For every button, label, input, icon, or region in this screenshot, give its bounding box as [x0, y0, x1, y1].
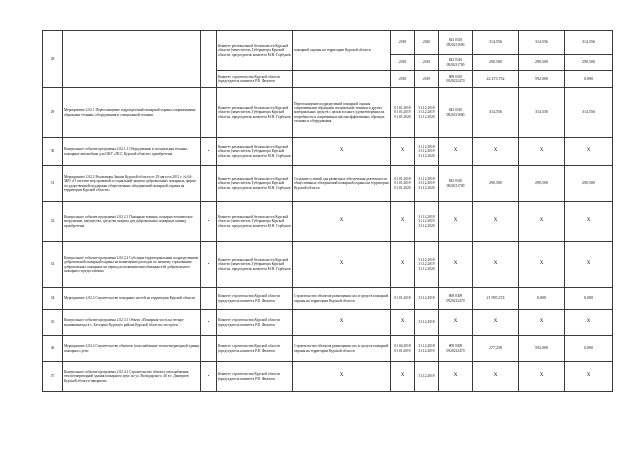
sum-year-1: X — [473, 310, 519, 336]
expected-result: Строительство объектов размещения сил и средств пожарной охраны на территории Курской области — [293, 336, 391, 362]
sum-year-2: X — [519, 362, 565, 392]
activity-name: Мероприятие 2.02.4 Строительство объектов (газоснабжение теплогенераторной здания пожарного депо — [63, 336, 201, 362]
sum-year-3: 0,000 — [565, 71, 613, 88]
expected-result: X — [293, 138, 391, 166]
expected-result: X — [293, 310, 391, 336]
start-date: X — [391, 202, 415, 242]
budget-code: 843 0310 0920211700 — [439, 55, 473, 71]
start-date: X — [391, 310, 415, 336]
end-date: 2019 — [415, 55, 439, 71]
row-number: 31 — [43, 166, 63, 202]
start-date: X — [391, 138, 415, 166]
control-mark — [201, 336, 217, 362]
start-date: 01.01.2018 01.01.2019 01.01.2020 — [391, 88, 415, 138]
activity-name: Контрольное событие программы 2.02.1.1 Оборудование и специальная техника, пожарные автомобили для ОКУ «ПСС Курской области» приобретены — [63, 138, 201, 166]
control-mark: • — [201, 202, 217, 242]
budget-code: X — [439, 242, 473, 288]
executor-cell: Комитет региональной безопасности Курской области (заместитель Губернатора Курской области, председатель комитета М.Н. Горбунов — [217, 31, 293, 71]
budget-code: X — [439, 362, 473, 392]
table-row — [43, 202, 613, 242]
start-date: X — [391, 362, 415, 392]
sum-year-3: 290,500 — [565, 166, 613, 202]
start-date: 2018 — [391, 71, 415, 88]
expected-result: X — [293, 362, 391, 392]
activity-name: Мероприятие 2.02.2 Реализация Закона Курской области от 29 августа 2011 г. № 64-ЗКО «О системе мер правовой и социальной защиты добровольных пожарных, форме государственной поддержки общественных объединений пожарной охраны на территории Курской области» — [63, 166, 201, 202]
sum-year-1: X — [473, 242, 519, 288]
end-date: 31.12.2018 31.12.2019 31.12.2020 — [415, 138, 439, 166]
sum-year-1: X — [473, 138, 519, 166]
table-row — [43, 166, 613, 202]
row-number: 32 — [43, 202, 63, 242]
sum-year-1: 21 995,374 — [473, 288, 519, 310]
start-date: 01.04.2018 01.01.2019 — [391, 336, 415, 362]
sum-year-2: 314,556 — [519, 88, 565, 138]
activity-name: Контрольное событие программы 2.02.2.1 Пожарная техника, пожарно-техническое вооружение, имущество, средства защиты для добровольных пожарных команд приобретены — [63, 202, 201, 242]
sum-year-1: 277,258 — [473, 336, 519, 362]
budget-code: X — [439, 138, 473, 166]
budget-code: 843 0310 0920211690 — [439, 88, 473, 138]
sum-year-2: 290,500 — [519, 166, 565, 202]
executor-cell: Комитет региональной безопасности Курской области (заместитель Губернатора Курской области, председатель комитета М.Н. Горбунов — [217, 166, 293, 202]
sum-year-2: X — [519, 310, 565, 336]
expected-result: X — [293, 242, 391, 288]
executor-cell: Комитет региональной безопасности Курской области (заместитель Губернатора Курской области, председатель комитета М.Н. Горбунов — [217, 242, 293, 288]
expected-result: Строительство объектов размещения сил и средств пожарной охраны на территории Курской области — [293, 288, 391, 310]
table-row — [43, 31, 613, 55]
end-date: 31.12.2018 31.12.2019 31.12.2020 — [415, 88, 439, 138]
end-date: 31.12.2018 31.12.2019 — [415, 336, 439, 362]
sum-year-2: 592,000 — [519, 336, 565, 362]
start-date: 01.01.2018 — [391, 288, 415, 310]
sum-year-2: 0,000 — [519, 288, 565, 310]
expected-result — [293, 71, 391, 88]
table-row — [43, 138, 613, 166]
sum-year-3: 314,556 — [565, 31, 613, 55]
sum-year-3: 290,500 — [565, 55, 613, 71]
executor-cell: Комитет региональной безопасности Курской области (заместитель Губернатора Курской области, председатель комитета М.Н. Горбунов — [217, 138, 293, 166]
row-number: 30 — [43, 138, 63, 166]
control-mark — [201, 166, 217, 202]
table-row — [43, 310, 613, 336]
control-mark: • — [201, 362, 217, 392]
sum-year-1: 290,500 — [473, 55, 519, 71]
row-number: 34 — [43, 288, 63, 310]
start-date: 2018 — [391, 55, 415, 71]
activity-name: Контрольное событие программы 2.02.2.2 Субсидия территориальным подразделениям добровольной пожарной охраны на возмещение расходов по личному страхованию добровольных пожарных на период исполнения ими обязанностей добровольного пожарного предоставлена — [63, 242, 201, 288]
budget-code: 843 0310 0920211690 — [439, 31, 473, 55]
budget-code: 808 0310 0920212470 — [439, 71, 473, 88]
start-date: 2018 — [391, 31, 415, 55]
executor-cell: Комитет региональной безопасности Курской области (заместитель Губернатора Курской области, председатель комитета М.Н. Горбунов — [217, 88, 293, 138]
expected-result: Создание условий для развития и обеспечения деятельности общественных объединений пожарной охраны на территории Курской области — [293, 166, 391, 202]
sum-year-3: X — [565, 202, 613, 242]
budget-code: 843 0310 0920211700 — [439, 166, 473, 202]
row-number: 35 — [43, 310, 63, 336]
table-row — [43, 242, 613, 288]
row-number: 28 — [43, 31, 63, 88]
end-date: 31.12.2018 — [415, 288, 439, 310]
sum-year-3: 0,000 — [565, 288, 613, 310]
activity-name: Мероприятие 2.02.1 Переоснащение подразделений пожарной охраны современными образцами техники, оборудования и специальной техники — [63, 88, 201, 138]
end-date: 31.12.2018 31.12.2019 31.12.2020 — [415, 242, 439, 288]
sum-year-2: X — [519, 242, 565, 288]
sum-year-2: X — [519, 138, 565, 166]
sum-year-1: 290,500 — [473, 166, 519, 202]
sum-year-2: X — [519, 202, 565, 242]
start-date: 01.01.2018 01.01.2019 01.01.2020 — [391, 166, 415, 202]
sum-year-1: 314,556 — [473, 31, 519, 55]
sum-year-3: X — [565, 310, 613, 336]
row-number: 29 — [43, 88, 63, 138]
sum-year-1: 22 273,752 — [473, 71, 519, 88]
program-table — [42, 30, 613, 392]
end-date: 2020 — [415, 31, 439, 55]
sum-year-3: X — [565, 138, 613, 166]
table-row — [43, 336, 613, 362]
sum-year-3: X — [565, 362, 613, 392]
activity-name: Контрольное событие программы 2.02.3.1 Объект «Пожарная часть на четыре машиновыезда в с. Бесединo Курского района Курской области» построен — [63, 310, 201, 336]
activity-name — [63, 31, 201, 88]
executor-cell: Комитет строительства Курской области (председатель комитета Р.В. Филатов — [217, 362, 293, 392]
row-number: 36 — [43, 336, 63, 362]
control-mark: • — [201, 242, 217, 288]
end-date: 31.12.2018 — [415, 310, 439, 336]
budget-code: 808 0309 0920212470 — [439, 288, 473, 310]
control-mark — [201, 288, 217, 310]
sum-year-1: 314,556 — [473, 88, 519, 138]
end-date: 31.12.2018 31.12.2019 31.12.2020 — [415, 202, 439, 242]
expected-result: Переоснащение подразделений пожарной охраны современными образцами специальной техники и других материальных средств с целью полного удовлетворения их потребности в современных высокоэффективных образцах техники и оборудования — [293, 88, 391, 138]
activity-name: Контрольное событие программы 2.02.4.1 Строительство объекта газоснабжения теплогенераторной здания пожарного депо по ул. Володарского, 40 в г. Дмитриев Курской области завершено — [63, 362, 201, 392]
executor-cell: Комитет строительства Курской области (председатель комитета Р.В. Филатов — [217, 71, 293, 88]
end-date: 31.12.2019 — [415, 362, 439, 392]
sum-year-3: 314,556 — [565, 88, 613, 138]
control-mark — [201, 88, 217, 138]
executor-cell: Комитет строительства Курской области (председатель комитета Р.В. Филатов — [217, 336, 293, 362]
activity-name: Мероприятие 2.02.3 Строительство пожарных частей на территории Курской области — [63, 288, 201, 310]
table-row — [43, 362, 613, 392]
sum-year-1: X — [473, 362, 519, 392]
budget-code: X — [439, 310, 473, 336]
expected-result: X — [293, 202, 391, 242]
control-mark: • — [201, 310, 217, 336]
sum-year-1: X — [473, 202, 519, 242]
expected-result: пожарной охраны на территории Курской области — [293, 31, 391, 71]
executor-cell: Комитет региональной безопасности Курской области (заместитель Губернатора Курской области, председатель комитета М.Н. Горбунов — [217, 202, 293, 242]
end-date: 2019 — [415, 71, 439, 88]
executor-cell: Комитет строительства Курской области (председатель комитета Р.В. Филатов — [217, 310, 293, 336]
executor-cell: Комитет строительства Курской области (председатель комитета Р.В. Филатов — [217, 288, 293, 310]
end-date: 31.12.2018 31.12.2019 31.12.2020 — [415, 166, 439, 202]
row-number: 37 — [43, 362, 63, 392]
sum-year-3: 0,000 — [565, 336, 613, 362]
control-mark: • — [201, 138, 217, 166]
table-row — [43, 88, 613, 138]
budget-code: 808 0309 0920212470 — [439, 336, 473, 362]
sum-year-2: 314,556 — [519, 31, 565, 55]
sum-year-3: X — [565, 242, 613, 288]
table-row — [43, 288, 613, 310]
start-date: X — [391, 242, 415, 288]
budget-code: X — [439, 202, 473, 242]
sum-year-2: 290,500 — [519, 55, 565, 71]
row-number: 33 — [43, 242, 63, 288]
control-mark — [201, 31, 217, 88]
sum-year-2: 592,000 — [519, 71, 565, 88]
